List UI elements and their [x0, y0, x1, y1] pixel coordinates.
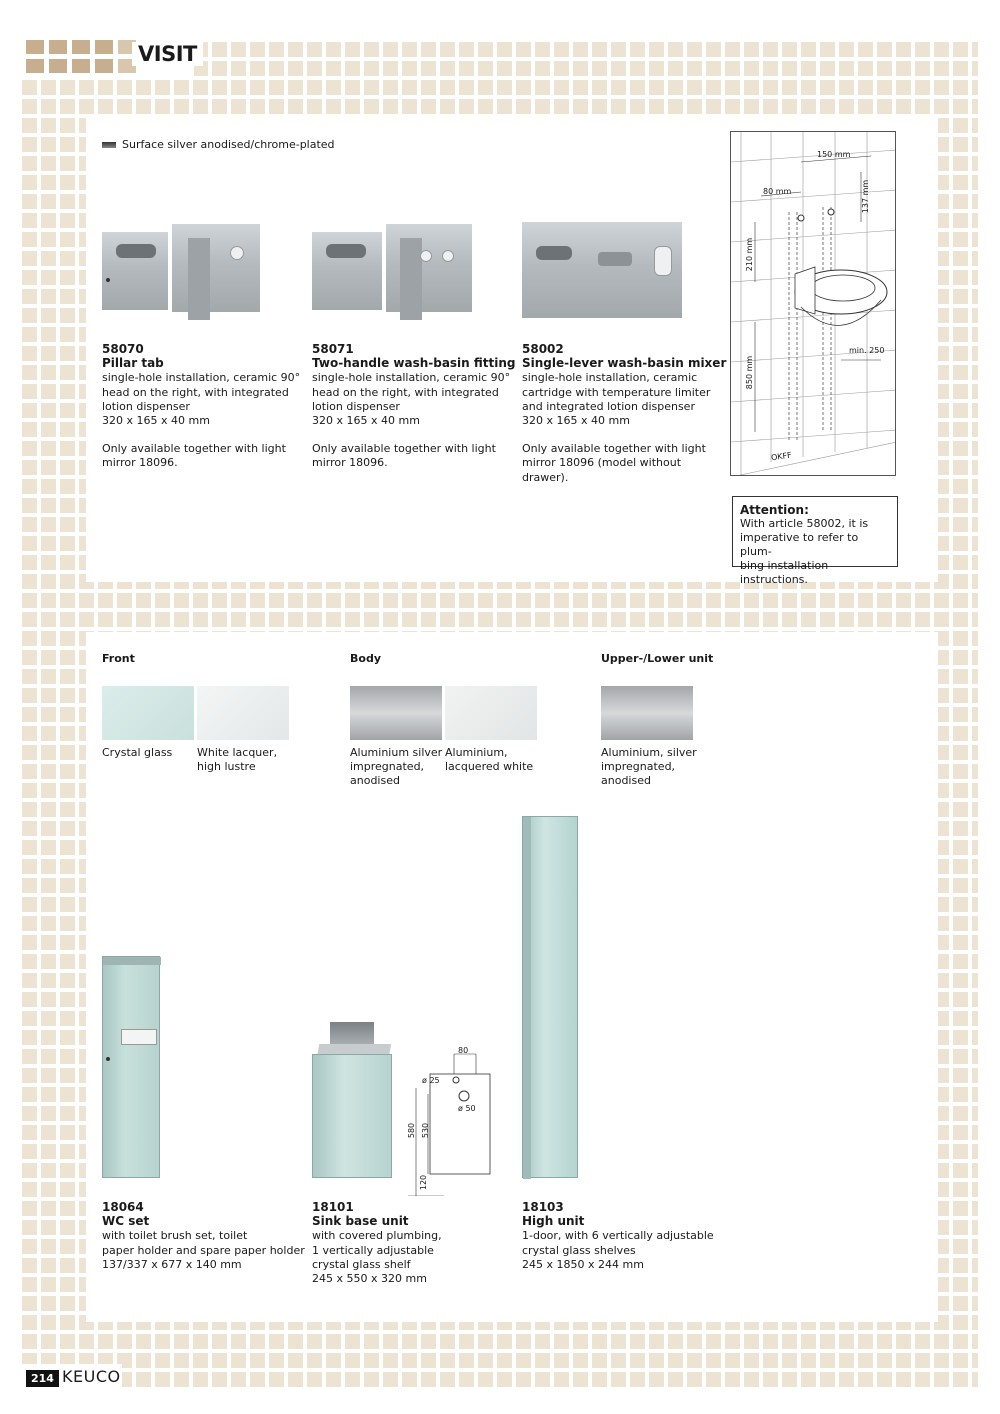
fitting-image-58071	[312, 222, 472, 332]
page-number: 214	[26, 1370, 59, 1387]
dim-210mm: 210 mm	[745, 237, 755, 272]
material-line: Aluminium,	[445, 746, 508, 759]
product-note-line: mirror 18096.	[102, 456, 178, 470]
installation-diagram-svg	[731, 132, 896, 476]
product-18103	[522, 1200, 727, 1272]
product-18064	[102, 1200, 307, 1272]
swatch-aluminium-white	[445, 686, 537, 740]
product-58071	[312, 342, 517, 471]
product-desc-line: cartridge with temperature limiter	[522, 385, 711, 399]
dim-80mm: 80 mm	[763, 187, 792, 196]
product-note-line: Only available together with light	[312, 442, 496, 456]
product-dimensions: 245 x 550 x 320 mm	[312, 1272, 427, 1286]
material-label	[350, 746, 442, 789]
product-desc-line: lotion dispenser	[312, 399, 400, 413]
swatch-white-lacquer	[197, 686, 289, 740]
material-label	[601, 746, 697, 789]
high-unit-image	[522, 816, 578, 1178]
dim-120: 120	[419, 1174, 429, 1191]
product-desc-line: with covered plumbing,	[312, 1229, 442, 1243]
sink-base-image	[312, 1022, 392, 1178]
product-desc-line: with toilet brush set, toilet	[102, 1229, 248, 1243]
product-note-line: mirror 18096.	[312, 456, 388, 470]
attention-line: With article 58002, it is	[740, 517, 869, 530]
front-label: Front	[102, 652, 135, 665]
fitting-image-58002	[522, 222, 682, 322]
product-number: 58071	[312, 342, 354, 356]
page-title: VISIT	[132, 42, 203, 66]
dim-25: ø 25	[422, 1076, 440, 1085]
attention-line: bing installation instructions.	[740, 559, 829, 586]
material-label	[102, 746, 172, 760]
material-line: anodised	[601, 774, 651, 788]
product-name: Sink base unit	[312, 1214, 409, 1229]
product-desc-line: 1-door, with 6 vertically adjustable	[522, 1229, 714, 1243]
product-note-line: Only available together with light	[522, 442, 706, 456]
wc-set-image	[102, 956, 160, 1178]
product-desc-line: single-hole installation, ceramic 90°	[102, 371, 301, 385]
sink-dimension-diagram	[404, 1046, 494, 1196]
product-number: 18103	[522, 1200, 564, 1214]
product-number: 58002	[522, 342, 564, 356]
brand-logo: KEUCO	[62, 1367, 121, 1386]
material-line: impregnated,	[601, 760, 676, 774]
attention-box	[732, 496, 898, 586]
material-line: lacquered white	[445, 760, 534, 774]
attention-line: imperative to refer to plum-	[740, 531, 859, 558]
product-name: High unit	[522, 1214, 585, 1229]
product-dimensions: 320 x 165 x 40 mm	[312, 414, 420, 428]
dim-min250: min. 250	[849, 346, 885, 355]
dim-580: 580	[407, 1122, 417, 1139]
product-dimensions: 320 x 165 x 40 mm	[102, 414, 210, 428]
dim-850mm: 850 mm	[745, 355, 755, 390]
product-number: 18064	[102, 1200, 144, 1214]
product-dimensions: 245 x 1850 x 244 mm	[522, 1257, 644, 1271]
product-desc-line: lotion dispenser	[102, 399, 190, 413]
material-line: White lacquer,	[197, 746, 278, 759]
installation-diagram	[730, 131, 896, 476]
product-dimensions: 320 x 165 x 40 mm	[522, 414, 630, 428]
fitting-image-58070	[102, 222, 260, 332]
swatch-unit-aluminium	[601, 686, 693, 740]
product-number: 18101	[312, 1200, 354, 1214]
material-line: anodised	[350, 774, 400, 788]
sink-dimension-svg	[404, 1046, 494, 1196]
product-desc-line: head on the right, with integrated	[312, 385, 499, 399]
label-okff: OKFF	[770, 450, 793, 463]
product-number: 58070	[102, 342, 144, 356]
product-desc-line: single-hole installation, ceramic 90°	[312, 371, 511, 385]
product-18101	[312, 1200, 517, 1286]
product-note-line: Only available together with light	[102, 442, 286, 456]
product-desc-line: crystal glass shelf	[312, 1257, 411, 1271]
product-dimensions: 137/337 x 677 x 140 mm	[102, 1257, 242, 1271]
surface-legend-text: Surface silver anodised/chrome-plated	[122, 138, 335, 151]
attention-heading: Attention:	[740, 503, 809, 517]
header-tiles	[22, 38, 122, 74]
material-line: impregnated,	[350, 760, 425, 774]
material-line: Aluminium, silver	[601, 746, 697, 759]
product-name: Pillar tab	[102, 356, 164, 371]
product-name: Single-lever wash-basin mixer	[522, 356, 727, 371]
product-desc-line: and integrated lotion dispenser	[522, 399, 695, 413]
material-line: high lustre	[197, 760, 256, 774]
material-label	[445, 746, 533, 774]
dim-50: ø 50	[458, 1104, 476, 1113]
product-58070	[102, 342, 307, 471]
product-desc-line: 1 vertically adjustable	[312, 1243, 434, 1257]
dim-137mm: 137 mm	[861, 179, 871, 214]
product-desc-line: head on the right, with integrated	[102, 385, 289, 399]
unit-label: Upper-/Lower unit	[601, 652, 714, 665]
surface-legend	[102, 138, 335, 151]
surface-swatch	[102, 142, 116, 148]
product-name: Two-handle wash-basin fitting	[312, 356, 516, 371]
product-note-line: mirror 18096 (model without drawer).	[522, 456, 682, 484]
swatch-aluminium-silver	[350, 686, 442, 740]
material-line: Crystal glass	[102, 746, 173, 759]
dim-150mm: 150 mm	[817, 150, 851, 159]
body-label: Body	[350, 652, 381, 665]
dim-530: 530	[421, 1122, 431, 1139]
product-name: WC set	[102, 1214, 150, 1229]
swatch-crystal-glass	[102, 686, 194, 740]
product-58002	[522, 342, 727, 485]
product-desc-line: paper holder and spare paper holder	[102, 1243, 305, 1257]
material-line: Aluminium silver	[350, 746, 443, 759]
material-label	[197, 746, 277, 774]
product-desc-line: single-hole installation, ceramic	[522, 371, 698, 385]
dim-80: 80	[458, 1046, 469, 1055]
product-desc-line: crystal glass shelves	[522, 1243, 636, 1257]
